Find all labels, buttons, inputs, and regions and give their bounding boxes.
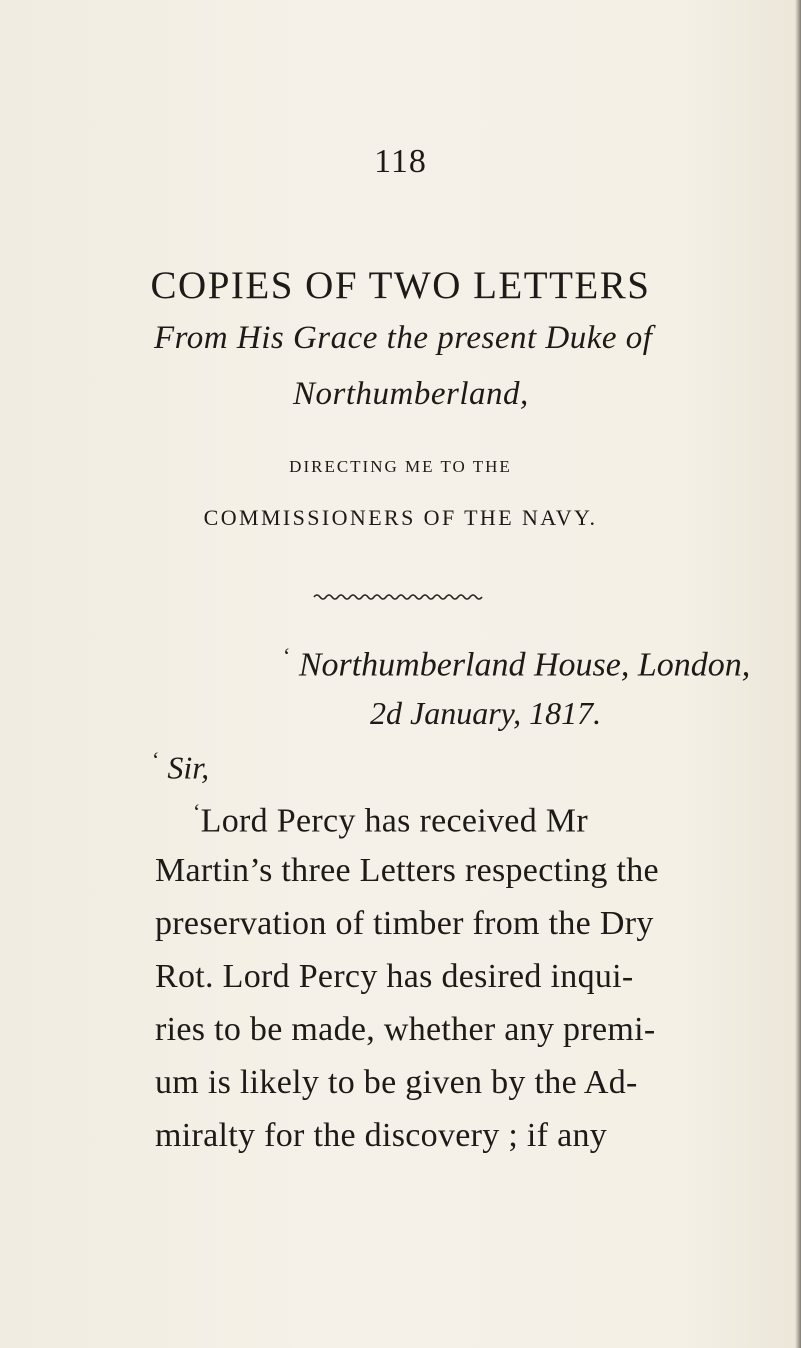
letter-line-2: Martin’s three Letters respecting the — [155, 852, 659, 889]
letter-line-4: Rot. Lord Percy has desired inqui- — [155, 958, 634, 995]
opening-quote: ‘ — [193, 799, 201, 824]
letter-line-5: ries to be made, whether any premi- — [155, 1011, 656, 1048]
letter-line-7: miralty for the discovery ; if any — [155, 1117, 608, 1154]
salutation-text: Sir, — [167, 749, 210, 786]
subheading-line-1: DIRECTING ME TO THE — [289, 457, 512, 476]
dateline-place — [283, 643, 750, 684]
page-number: 118 — [374, 143, 427, 180]
subtitle-line-1: From His Grace the present Duke of — [154, 320, 653, 356]
page-edge-shadow — [795, 0, 801, 1348]
opening-quote: ‘ — [283, 643, 291, 668]
dateline-date-text: 2d January, 1817. — [370, 695, 602, 731]
letter-line-1 — [193, 799, 588, 840]
ornamental-rule — [312, 591, 488, 603]
dateline-date — [370, 695, 601, 732]
dateline-place-text: Northumberland House, London, — [298, 646, 751, 684]
letter-line-text: Lord Percy has received Mr — [200, 802, 588, 840]
page-title: COPIES OF TWO LETTERS — [150, 264, 651, 307]
letter-line-3: preservation of timber from the Dry — [155, 905, 654, 942]
opening-quote: ‘ — [152, 747, 160, 772]
letter-line-6: um is likely to be given by the Ad- — [155, 1064, 638, 1101]
subheading-line-2: COMMISSIONERS OF THE NAVY. — [203, 505, 598, 530]
subtitle-line-2: Northumberland, — [293, 376, 529, 412]
salutation — [152, 747, 209, 787]
